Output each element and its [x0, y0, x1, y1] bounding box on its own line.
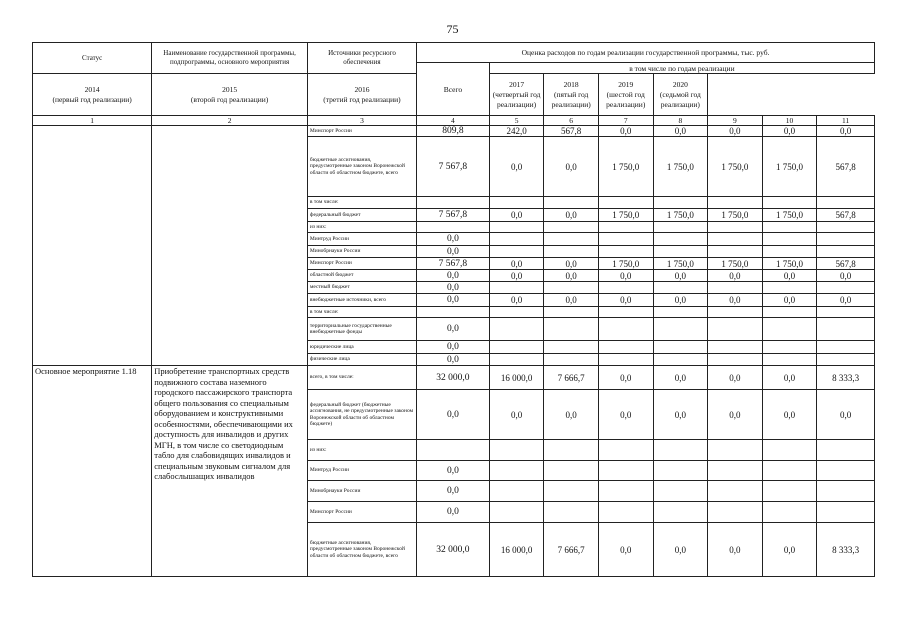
value-cell: 1 750,0 — [598, 209, 653, 222]
value-cell: 1 750,0 — [653, 137, 708, 197]
value-cell — [598, 307, 653, 318]
value-cell — [653, 354, 708, 366]
value-cell — [708, 440, 763, 461]
header-year-2020 — [653, 74, 708, 116]
value-cell — [762, 282, 817, 294]
value-cell — [708, 246, 763, 258]
value-cell — [653, 502, 708, 523]
value-cell — [708, 461, 763, 481]
total-cell: 809,8 — [417, 126, 490, 137]
value-cell — [708, 354, 763, 366]
value-cell — [489, 341, 544, 354]
source-cell: Минспорт России — [307, 502, 416, 523]
value-cell: 0,0 — [598, 126, 653, 137]
source-cell: физические лица — [307, 354, 416, 366]
value-cell: 1 750,0 — [762, 209, 817, 222]
value-cell: 0,0 — [762, 390, 817, 440]
value-cell — [653, 222, 708, 233]
value-cell: 0,0 — [708, 366, 763, 390]
value-cell — [708, 233, 763, 246]
value-cell — [762, 341, 817, 354]
value-cell: 0,0 — [489, 258, 544, 270]
source-cell: юридические лица — [307, 341, 416, 354]
total-cell: 0,0 — [417, 233, 490, 246]
source-cell: Минобрнауки России — [307, 481, 416, 502]
total-cell: 0,0 — [417, 294, 490, 307]
value-cell: 7 666,7 — [544, 523, 599, 577]
value-cell — [653, 341, 708, 354]
value-cell — [762, 246, 817, 258]
value-cell — [817, 246, 875, 258]
value-cell — [489, 481, 544, 502]
column-number: 10 — [762, 116, 817, 126]
value-cell — [489, 440, 544, 461]
column-number: 5 — [489, 116, 544, 126]
value-cell — [817, 233, 875, 246]
value-cell — [544, 341, 599, 354]
value-cell — [544, 282, 599, 294]
header-year-value: 2014 — [84, 84, 100, 94]
value-cell — [489, 246, 544, 258]
value-cell — [653, 197, 708, 209]
value-cell: 0,0 — [598, 270, 653, 282]
value-cell — [544, 461, 599, 481]
header-year-value: 2018 — [563, 79, 579, 89]
value-cell — [544, 318, 599, 341]
source-cell: федеральный бюджет (бюджетные ассигнования, не предусмотренные законом Воронежской области об областном бюджете) — [307, 390, 416, 440]
total-cell: 7 567,8 — [417, 209, 490, 222]
value-cell: 0,0 — [762, 126, 817, 137]
value-cell — [489, 222, 544, 233]
source-cell: из них: — [307, 222, 416, 233]
value-cell: 0,0 — [544, 258, 599, 270]
value-cell — [708, 282, 763, 294]
value-cell — [817, 222, 875, 233]
value-cell: 0,0 — [489, 390, 544, 440]
value-cell — [544, 197, 599, 209]
value-cell — [817, 461, 875, 481]
value-cell: 0,0 — [598, 390, 653, 440]
value-cell — [762, 502, 817, 523]
value-cell — [653, 307, 708, 318]
value-cell: 7 666,7 — [544, 366, 599, 390]
column-number: 6 — [544, 116, 599, 126]
total-cell — [417, 440, 490, 461]
header-estimate: Оценка расходов по годам реализации государственной программы, тыс. руб. — [417, 43, 875, 63]
value-cell — [544, 502, 599, 523]
value-cell — [708, 481, 763, 502]
value-cell: 0,0 — [489, 137, 544, 197]
value-cell — [762, 233, 817, 246]
value-cell — [653, 440, 708, 461]
column-number: 11 — [817, 116, 875, 126]
value-cell: 1 750,0 — [708, 258, 763, 270]
value-cell: 16 000,0 — [489, 523, 544, 577]
header-year-label: (первый год реализации) — [52, 94, 132, 104]
header-year-value: 2019 — [618, 79, 634, 89]
value-cell — [489, 461, 544, 481]
header-status: Статус — [33, 43, 152, 74]
value-cell — [653, 282, 708, 294]
value-cell — [544, 440, 599, 461]
source-cell: бюджетные ассигнования, предусмотренные законом Воронежской области об областном бюджете, всего — [307, 137, 416, 197]
value-cell: 0,0 — [653, 390, 708, 440]
total-cell — [417, 197, 490, 209]
budget-table — [32, 42, 875, 577]
value-cell: 0,0 — [598, 294, 653, 307]
header-year-2018 — [544, 74, 599, 116]
column-number-row — [33, 116, 875, 126]
total-cell: 0,0 — [417, 354, 490, 366]
source-cell: Минобрнауки России — [307, 246, 416, 258]
header-year-label: (пятый год реализации) — [551, 89, 591, 109]
value-cell — [598, 282, 653, 294]
value-cell — [598, 222, 653, 233]
value-cell — [598, 233, 653, 246]
value-cell — [762, 222, 817, 233]
header-year-2014 — [33, 74, 152, 116]
status-cell: Основное мероприятие 1.18 — [33, 366, 152, 577]
value-cell — [817, 318, 875, 341]
header-year-label: (шестой год реализации) — [606, 89, 646, 109]
value-cell: 0,0 — [708, 390, 763, 440]
header-year-value: 2015 — [222, 84, 238, 94]
column-number: 1 — [33, 116, 152, 126]
total-cell: 0,0 — [417, 270, 490, 282]
value-cell — [544, 307, 599, 318]
header-including-by-years: в том числе по годам реализации — [489, 63, 874, 74]
header-year-value: 2020 — [672, 79, 688, 89]
value-cell: 0,0 — [489, 270, 544, 282]
value-cell — [653, 233, 708, 246]
value-cell: 0,0 — [544, 270, 599, 282]
value-cell: 1 750,0 — [653, 258, 708, 270]
value-cell: 0,0 — [817, 270, 875, 282]
column-number: 8 — [653, 116, 708, 126]
value-cell — [817, 307, 875, 318]
source-cell: Минспорт России — [307, 258, 416, 270]
value-cell: 567,8 — [817, 258, 875, 270]
value-cell: 1 750,0 — [653, 209, 708, 222]
value-cell — [653, 481, 708, 502]
header-year-label: (второй год реализации) — [190, 94, 269, 104]
header-year-2019 — [598, 74, 653, 116]
value-cell — [598, 461, 653, 481]
value-cell — [544, 354, 599, 366]
value-cell: 0,0 — [544, 294, 599, 307]
header-year-value: 2017 — [509, 79, 525, 89]
value-cell — [544, 246, 599, 258]
value-cell: 567,8 — [817, 137, 875, 197]
value-cell: 0,0 — [653, 294, 708, 307]
value-cell: 0,0 — [653, 523, 708, 577]
source-cell: внебюджетные источники, всего — [307, 294, 416, 307]
total-cell: 7 567,8 — [417, 137, 490, 197]
value-cell: 16 000,0 — [489, 366, 544, 390]
value-cell: 1 750,0 — [708, 137, 763, 197]
value-cell: 1 750,0 — [598, 258, 653, 270]
value-cell — [489, 502, 544, 523]
value-cell: 0,0 — [708, 294, 763, 307]
value-cell: 0,0 — [708, 126, 763, 137]
value-cell: 0,0 — [708, 270, 763, 282]
value-cell: 0,0 — [489, 209, 544, 222]
value-cell — [598, 246, 653, 258]
header-sources: Источники ресурсного обеспечения — [307, 43, 416, 74]
value-cell: 0,0 — [598, 366, 653, 390]
value-cell — [489, 318, 544, 341]
value-cell: 0,0 — [544, 137, 599, 197]
value-cell: 0,0 — [762, 366, 817, 390]
value-cell — [817, 197, 875, 209]
source-cell: Минтруд России — [307, 233, 416, 246]
total-cell: 0,0 — [417, 341, 490, 354]
value-cell: 0,0 — [598, 523, 653, 577]
name-cell — [152, 126, 308, 366]
value-cell: 242,0 — [489, 126, 544, 137]
value-cell: 0,0 — [653, 126, 708, 137]
value-cell — [598, 481, 653, 502]
value-cell: 0,0 — [489, 294, 544, 307]
value-cell: 8 333,3 — [817, 366, 875, 390]
value-cell — [598, 440, 653, 461]
total-cell: 0,0 — [417, 246, 490, 258]
value-cell: 0,0 — [544, 209, 599, 222]
header-year-value: 2016 — [354, 84, 370, 94]
value-cell — [762, 307, 817, 318]
source-cell: из них: — [307, 440, 416, 461]
total-cell: 0,0 — [417, 502, 490, 523]
header-year-label: (четвертый год реализации) — [492, 89, 541, 109]
value-cell — [817, 354, 875, 366]
column-number: 7 — [598, 116, 653, 126]
table-body — [33, 43, 875, 577]
header-year-label: (третий год реализации) — [323, 94, 401, 104]
value-cell — [653, 246, 708, 258]
total-cell: 0,0 — [417, 390, 490, 440]
value-cell: 1 750,0 — [762, 137, 817, 197]
value-cell — [653, 461, 708, 481]
status-cell — [33, 126, 152, 366]
source-cell: Минспорт России — [307, 126, 416, 137]
value-cell — [598, 318, 653, 341]
value-cell — [489, 233, 544, 246]
total-cell: 0,0 — [417, 481, 490, 502]
source-cell: федеральный бюджет — [307, 209, 416, 222]
source-cell: всего, в том числе: — [307, 366, 416, 390]
column-number: 2 — [152, 116, 308, 126]
header-name: Наименование государственной программы, подпрограммы, основного мероприятия — [152, 43, 308, 74]
total-cell: 32 000,0 — [417, 523, 490, 577]
column-number: 4 — [417, 116, 490, 126]
value-cell — [708, 197, 763, 209]
total-cell: 32 000,0 — [417, 366, 490, 390]
header-year-2015 — [152, 74, 308, 116]
value-cell: 1 750,0 — [708, 209, 763, 222]
column-number: 9 — [708, 116, 763, 126]
name-cell: Приобретение транспортных средств подвижного состава наземного городского пассажирского транспорта общего пользования со специальным оборудованием и конструктивными особенностями, обеспечивающими их доступность для инвалидов и других МГН, в том числе со светодиодным табло для слабовидящих инвалидов и специальным звуковым сигналом для слабослышащих инвалидов — [152, 366, 308, 577]
value-cell — [762, 481, 817, 502]
value-cell: 8 333,3 — [817, 523, 875, 577]
value-cell: 0,0 — [708, 523, 763, 577]
value-cell — [708, 318, 763, 341]
value-cell: 0,0 — [817, 390, 875, 440]
value-cell: 0,0 — [653, 270, 708, 282]
source-cell: в том числе: — [307, 197, 416, 209]
value-cell — [598, 341, 653, 354]
value-cell — [489, 307, 544, 318]
total-cell: 7 567,8 — [417, 258, 490, 270]
value-cell — [598, 197, 653, 209]
value-cell — [762, 197, 817, 209]
value-cell: 0,0 — [817, 294, 875, 307]
value-cell — [544, 222, 599, 233]
value-cell — [544, 233, 599, 246]
value-cell — [762, 461, 817, 481]
total-cell: 0,0 — [417, 282, 490, 294]
total-cell: 0,0 — [417, 461, 490, 481]
value-cell — [817, 440, 875, 461]
value-cell — [708, 341, 763, 354]
value-cell — [544, 481, 599, 502]
value-cell: 0,0 — [653, 366, 708, 390]
value-cell: 1 750,0 — [762, 258, 817, 270]
value-cell — [762, 354, 817, 366]
value-cell: 0,0 — [762, 523, 817, 577]
source-cell: областной бюджет — [307, 270, 416, 282]
page-number: 75 — [446, 22, 459, 36]
source-cell: бюджетные ассигнования, предусмотренные законом Воронежской области об областном бюджете, всего — [307, 523, 416, 577]
source-cell: местный бюджет — [307, 282, 416, 294]
value-cell — [653, 318, 708, 341]
value-cell — [708, 307, 763, 318]
value-cell: 0,0 — [817, 126, 875, 137]
value-cell — [598, 354, 653, 366]
value-cell: 0,0 — [762, 294, 817, 307]
value-cell: 1 750,0 — [598, 137, 653, 197]
value-cell — [762, 318, 817, 341]
value-cell — [817, 282, 875, 294]
value-cell — [489, 354, 544, 366]
header-total: Всего — [417, 63, 490, 116]
column-number: 3 — [307, 116, 416, 126]
header-year-2017 — [489, 74, 544, 116]
table-row — [33, 126, 875, 137]
value-cell: 0,0 — [544, 390, 599, 440]
value-cell — [817, 481, 875, 502]
value-cell: 0,0 — [762, 270, 817, 282]
total-cell — [417, 307, 490, 318]
header-year-label: (седьмой год реализации) — [659, 89, 701, 109]
total-cell — [417, 222, 490, 233]
value-cell — [489, 197, 544, 209]
value-cell — [762, 440, 817, 461]
value-cell — [708, 222, 763, 233]
header-year-2016 — [307, 74, 416, 116]
value-cell — [489, 282, 544, 294]
source-cell: Минтруд России — [307, 461, 416, 481]
value-cell — [598, 502, 653, 523]
header-row-1 — [33, 43, 875, 63]
value-cell: 567,8 — [544, 126, 599, 137]
value-cell — [817, 341, 875, 354]
total-cell: 0,0 — [417, 318, 490, 341]
source-cell: территориальные государственные внебюджетные фонды — [307, 318, 416, 341]
value-cell — [708, 502, 763, 523]
value-cell — [817, 502, 875, 523]
table-row — [33, 366, 875, 390]
source-cell: в том числе: — [307, 307, 416, 318]
value-cell: 567,8 — [817, 209, 875, 222]
